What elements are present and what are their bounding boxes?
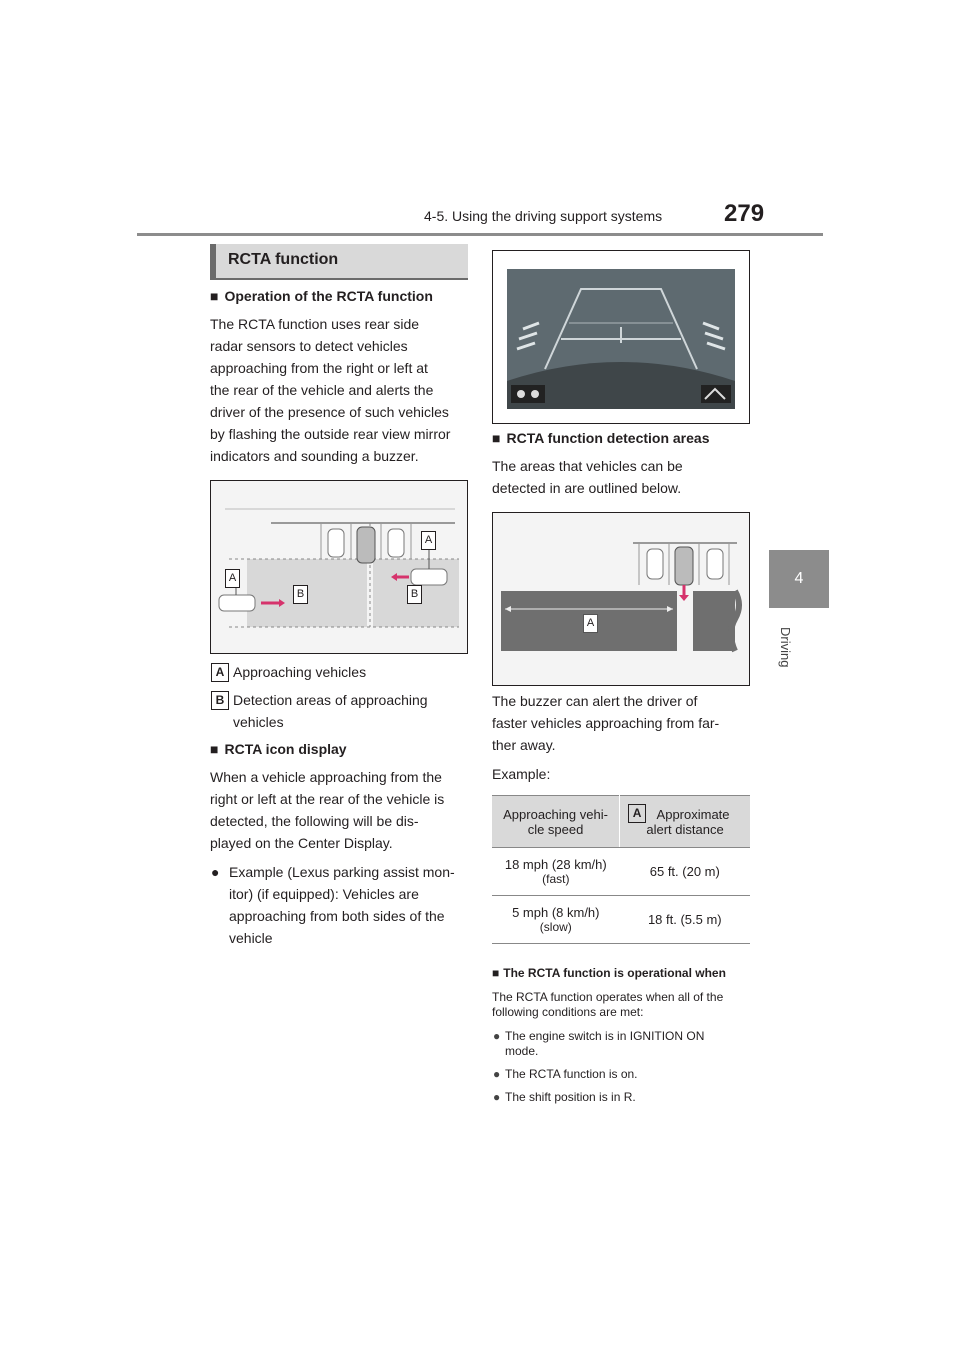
figure-label-b: B: [407, 585, 422, 604]
header-line: alert distance: [646, 821, 724, 837]
example-label: Example:: [492, 766, 551, 782]
cell-line: (slow): [539, 920, 572, 934]
text-line: indicators and sounding a buzzer.: [210, 448, 419, 464]
page-number: 279: [724, 200, 765, 227]
detection-area-illustration: [493, 513, 749, 685]
center-display-figure: [492, 250, 750, 424]
condition-item: [505, 1029, 755, 1059]
section-title-rule: [210, 278, 468, 280]
legend-text-b: Detection areas of approaching: [233, 692, 428, 708]
table-header-row: [492, 796, 750, 848]
text-line: The buzzer can alert the driver of: [492, 693, 698, 709]
condition-item: [505, 1090, 755, 1105]
text-line: detected in are outlined below.: [492, 480, 682, 496]
table-cell-speed: [492, 848, 620, 896]
table-header-speed: [492, 796, 620, 848]
table-cell-speed: [492, 896, 620, 944]
cell-line: 5 mph (8 km/h): [512, 905, 600, 920]
figure-label-a: A: [583, 614, 598, 633]
table-row: [492, 896, 750, 944]
text-line: The areas that vehicles can be: [492, 458, 683, 474]
condition-item: [505, 1067, 755, 1082]
text-line: faster vehicles approaching from far-: [492, 715, 720, 731]
legend-text-a: Approaching vehicles: [233, 664, 367, 680]
header-line: Approximate: [656, 806, 730, 822]
text-line: approaching from both sides of the: [229, 908, 445, 924]
text-line: When a vehicle approaching from the: [210, 769, 442, 785]
text-line: ● The RCTA function is on.: [505, 1067, 638, 1081]
text-line: radar sensors to detect vehicles: [210, 338, 408, 354]
detection-areas-paragraph: [492, 455, 754, 499]
table-cell-distance: 65 ft. (20 m): [620, 848, 750, 896]
text-line: mode.: [505, 1044, 539, 1058]
operation-paragraph: [210, 313, 472, 467]
text-line: driver of the presence of such vehicles: [210, 404, 449, 420]
running-header: 4-5. Using the driving support systems: [424, 208, 663, 224]
operational-intro: [492, 990, 754, 1020]
header-line: Approaching vehi-: [503, 806, 608, 822]
legend-text-b-cont: vehicles: [233, 714, 284, 730]
text-line: by flashing the outside rear view mirror: [210, 426, 451, 442]
table-row: [492, 848, 750, 896]
table-key-a: A: [628, 804, 646, 823]
detection-area-figure: [492, 512, 750, 686]
table-cell-distance: 18 ft. (5.5 m): [620, 896, 750, 944]
icon-display-heading: ■ RCTA icon display: [210, 741, 347, 757]
text-line: approaching from the right or left at: [210, 360, 428, 376]
figure-label-a: A: [225, 569, 240, 588]
buzzer-paragraph: [492, 690, 754, 756]
text-line: itor) (if equipped): Vehicles are: [229, 886, 419, 902]
operational-heading: ■ The RCTA function is operational when: [492, 966, 726, 980]
detection-areas-heading: ■ RCTA function detection areas: [492, 430, 710, 446]
text-line: vehicle: [229, 930, 273, 946]
text-line: ● The engine switch is in IGNITION ON: [505, 1029, 705, 1043]
text-line: detected, the following will be dis-: [210, 813, 419, 829]
section-title: RCTA function: [228, 251, 339, 268]
parking-assist-screen: [493, 251, 749, 423]
header-line: cle speed: [527, 821, 584, 837]
rcta-operation-figure: [210, 480, 468, 654]
text-line: ther away.: [492, 737, 556, 753]
section-title-bar: [210, 244, 468, 278]
parking-lot-illustration: [211, 481, 467, 653]
figure-label-a: A: [421, 531, 436, 550]
text-line: played on the Center Display.: [210, 835, 393, 851]
cell-line: (fast): [542, 872, 570, 886]
text-line: The RCTA function uses rear side: [210, 316, 420, 332]
text-line: ● Example (Lexus parking assist mon-: [229, 864, 455, 880]
alert-distance-table: [492, 795, 750, 944]
icon-display-bullet: [229, 861, 469, 949]
chapter-tab: 4: [769, 550, 829, 608]
text-line: ● The shift position is in R.: [505, 1090, 636, 1104]
header-rule: [137, 233, 823, 236]
text-line: the rear of the vehicle and alerts the: [210, 382, 434, 398]
cell-line: 18 mph (28 km/h): [504, 857, 607, 872]
legend-key-b: B: [211, 691, 229, 710]
text-line: The RCTA function operates when all of the: [492, 990, 724, 1004]
text-line: right or left at the rear of the vehicle is: [210, 791, 445, 807]
legend-key-a: A: [211, 663, 229, 682]
chapter-label: Driving: [778, 627, 793, 668]
table-header-distance: [620, 796, 750, 848]
figure-label-b: B: [293, 585, 308, 604]
operation-heading: ■ Operation of the RCTA function: [210, 288, 433, 304]
text-line: following conditions are met:: [492, 1005, 644, 1019]
icon-display-paragraph: [210, 766, 472, 854]
